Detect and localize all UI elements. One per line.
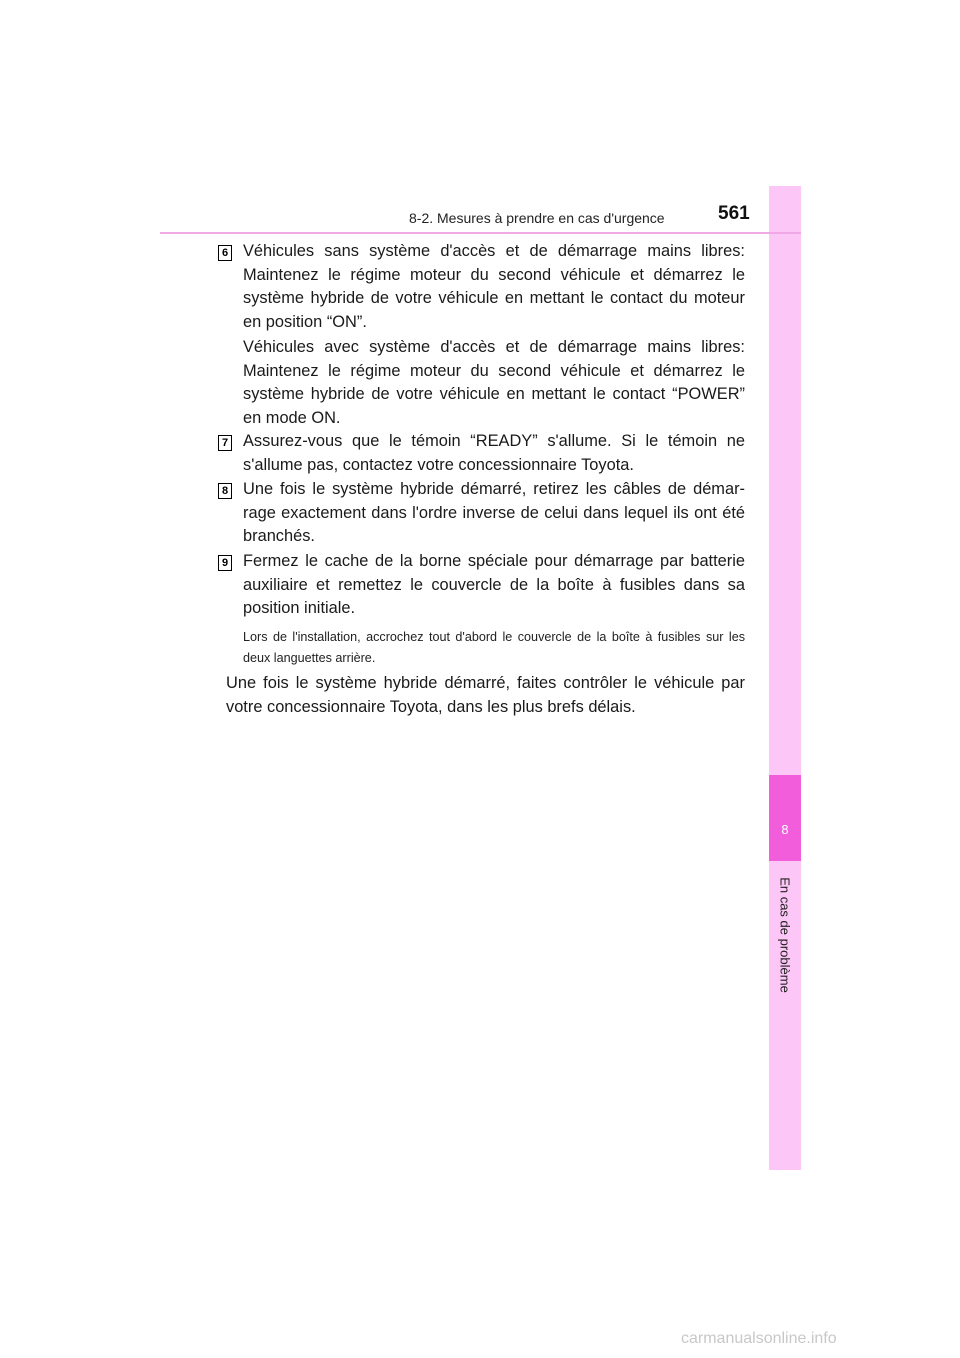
step-badge-7: 7: [218, 435, 232, 451]
header-rule: [160, 232, 801, 234]
chapter-side-tab: [769, 186, 801, 1170]
chapter-label: En cas de problème: [777, 877, 793, 993]
step-8-text: Une fois le système hybride démarré, retirez les câbles de démar-rage exactement dans l'ordre inverse de celui dans lequel ils ont été branchés.: [243, 480, 745, 546]
step-badge-6: 6: [218, 245, 232, 261]
step-9-text: Fermez le cache de la borne spéciale pour démarrage par batterie auxiliaire et remettez le couvercle de la boîte à fusibles dans sa position initiale.: [243, 552, 745, 618]
closing-paragraph: Une fois le système hybride démarré, faites contrôler le véhicule par votre concessionnaire Toyota, dans les plus brefs délais.: [226, 674, 745, 716]
chapter-number-box: [769, 775, 801, 861]
step-9-note: Lors de l'installation, accrochez tout d'abord le couvercle de la boîte à fusibles sur les deux languettes arrière.: [243, 630, 745, 665]
step-6-text-b: Véhicules avec système d'accès et de démarrage mains libres: Maintenez le régime moteur du second véhicule et démarrez le système hybride de votre véhicule en mettant le contact “POWER” en mode ON.: [243, 338, 745, 427]
chapter-number: 8: [781, 822, 789, 837]
step-badge-9: 9: [218, 555, 232, 571]
step-badge-8: 8: [218, 483, 232, 499]
watermark: carmanualsonline.info: [681, 1330, 837, 1347]
page-number: 561: [718, 203, 750, 224]
section-title: 8-2. Mesures à prendre en cas d'urgence: [409, 210, 665, 226]
step-6-text-a: Véhicules sans système d'accès et de démarrage mains libres: Maintenez le régime moteur du second véhicule et démarrez le système hybride de votre véhicule en mettant le contact du moteur en position “ON”.: [243, 242, 745, 331]
step-7-text: Assurez-vous que le témoin “READY” s'allume. Si le témoin ne s'allume pas, contactez votre concessionnaire Toyota.: [243, 432, 745, 474]
